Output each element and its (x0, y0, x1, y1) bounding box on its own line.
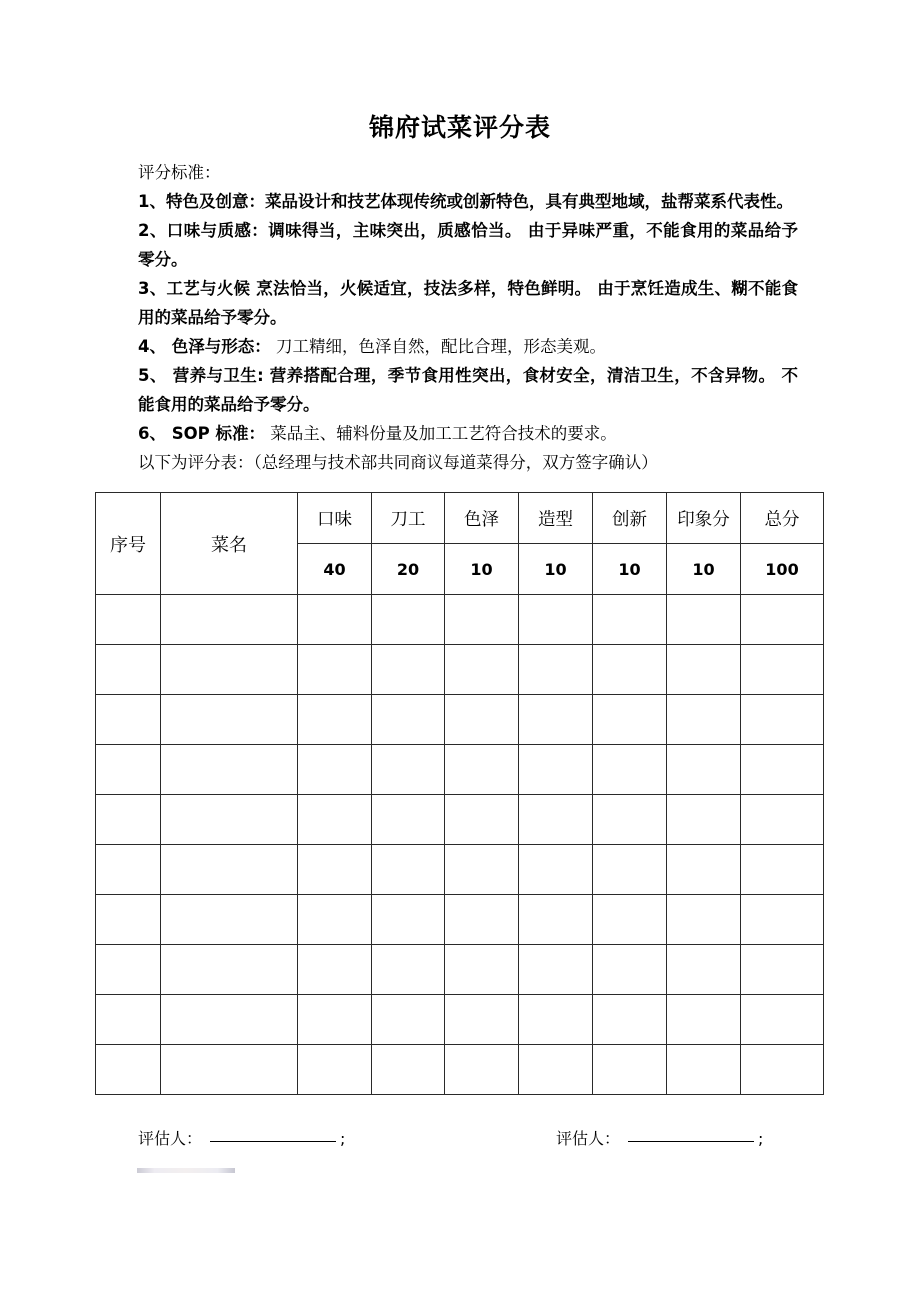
table-cell[interactable] (298, 945, 372, 995)
table-cell[interactable] (667, 895, 741, 945)
table-header (96, 493, 824, 595)
table-cell[interactable] (593, 995, 667, 1045)
criteria-heading: 评分标准： (138, 163, 221, 182)
table-cell[interactable] (741, 745, 824, 795)
criterion-6-body: 菜品主、辅料份量及加工工艺符合技术的要求。 (264, 424, 617, 443)
points-taste: 40 (298, 544, 372, 595)
criterion-5 (138, 361, 798, 419)
table-cell[interactable] (593, 895, 667, 945)
table-cell[interactable] (667, 645, 741, 695)
table-cell[interactable] (445, 895, 519, 945)
criterion-6 (138, 419, 798, 448)
column-header-sequence: 序号 (96, 493, 161, 595)
table-row (96, 745, 824, 795)
table-cell[interactable] (667, 1045, 741, 1095)
column-header-dish-name: 菜名 (161, 493, 298, 595)
table-cell[interactable] (593, 795, 667, 845)
points-color: 10 (445, 544, 519, 595)
column-header-color: 色泽 (445, 493, 519, 544)
table-cell[interactable] (593, 595, 667, 645)
table-row (96, 645, 824, 695)
table-cell[interactable] (445, 745, 519, 795)
table-cell[interactable] (741, 695, 824, 745)
page-title: 锦府试菜评分表 (368, 113, 551, 142)
table-cell[interactable] (519, 895, 593, 945)
table-cell[interactable] (298, 845, 372, 895)
table-cell[interactable] (519, 995, 593, 1045)
criterion-4-body: 刀工精细，色泽自然，配比合理，形态美观。 (270, 337, 606, 356)
table-cell[interactable] (372, 1045, 445, 1095)
table-cell[interactable] (741, 995, 824, 1045)
table-cell[interactable] (445, 695, 519, 745)
table-cell[interactable] (372, 995, 445, 1045)
table-cell[interactable] (593, 845, 667, 895)
table-cell[interactable] (372, 695, 445, 745)
table-cell[interactable] (593, 945, 667, 995)
table-cell[interactable] (667, 745, 741, 795)
table-cell[interactable] (161, 1045, 298, 1095)
table-cell[interactable] (96, 745, 161, 795)
table-row (96, 595, 824, 645)
table-cell[interactable] (667, 945, 741, 995)
scan-artifact (137, 1168, 235, 1173)
table-cell[interactable] (161, 895, 298, 945)
table-cell[interactable] (372, 895, 445, 945)
table-cell[interactable] (161, 645, 298, 695)
scoring-table (95, 492, 824, 1095)
table-cell[interactable] (161, 745, 298, 795)
table-cell[interactable] (519, 645, 593, 695)
table-cell[interactable] (372, 845, 445, 895)
table-cell[interactable] (96, 845, 161, 895)
table-cell[interactable] (96, 795, 161, 845)
table-header-row-categories (96, 493, 824, 544)
points-innovation: 10 (593, 544, 667, 595)
table-cell[interactable] (741, 845, 824, 895)
table-cell[interactable] (96, 895, 161, 945)
table-cell[interactable] (741, 645, 824, 695)
evaluator-left-rule[interactable] (210, 1141, 336, 1142)
table-cell[interactable] (445, 945, 519, 995)
table-cell[interactable] (161, 945, 298, 995)
points-impression: 10 (667, 544, 741, 595)
table-cell[interactable] (445, 595, 519, 645)
column-header-impression: 印象分 (667, 493, 741, 544)
points-total: 100 (741, 544, 824, 595)
table-cell[interactable] (667, 695, 741, 745)
table-row (96, 845, 824, 895)
column-header-knifework: 刀工 (372, 493, 445, 544)
table-cell[interactable] (445, 645, 519, 695)
table-cell[interactable] (161, 995, 298, 1045)
table-cell[interactable] (593, 1045, 667, 1095)
criteria-block (138, 158, 798, 477)
table-cell[interactable] (161, 595, 298, 645)
evaluator-right-label: 评估人： (556, 1129, 621, 1148)
table-row (96, 995, 824, 1045)
evaluator-left (138, 1126, 345, 1149)
table-cell[interactable] (519, 945, 593, 995)
table-cell[interactable] (741, 945, 824, 995)
table-cell[interactable] (667, 795, 741, 845)
table-cell[interactable] (372, 945, 445, 995)
criterion-4 (138, 332, 798, 361)
criterion-1 (138, 187, 798, 216)
table-cell[interactable] (96, 595, 161, 645)
evaluator-right-semicolon: ; (758, 1129, 764, 1148)
table-row (96, 1045, 824, 1095)
criterion-3 (138, 274, 798, 332)
column-header-innovation: 创新 (593, 493, 667, 544)
criterion-1-label: 1、特色及创意： (138, 192, 265, 211)
criterion-2-label: 2、口味与质感： (138, 221, 269, 240)
criterion-1-body: 菜品设计和技艺体现传统或创新特色，具有典型地域，盐帮菜系代表性。 (264, 192, 793, 211)
table-cell[interactable] (372, 745, 445, 795)
table-cell[interactable] (593, 645, 667, 695)
criterion-3-label: 3、工艺与火候 (138, 279, 251, 298)
points-knifework: 20 (372, 544, 445, 595)
table-cell[interactable] (593, 695, 667, 745)
table-cell[interactable] (96, 995, 161, 1045)
table-cell[interactable] (667, 995, 741, 1045)
table-intro-line: 以下为评分表：（总经理与技术部共同商议每道菜得分，双方签字确认） (138, 453, 658, 472)
table-cell[interactable] (96, 945, 161, 995)
table-cell[interactable] (372, 795, 445, 845)
table-cell[interactable] (519, 745, 593, 795)
table-cell[interactable] (519, 695, 593, 745)
table-cell[interactable] (445, 795, 519, 845)
table-cell[interactable] (741, 595, 824, 645)
table-cell[interactable] (741, 895, 824, 945)
table-cell[interactable] (372, 595, 445, 645)
evaluator-right (556, 1126, 763, 1149)
criterion-4-label: 4、 色泽与形态： (138, 337, 271, 356)
table-body (96, 595, 824, 1095)
table-cell[interactable] (519, 1045, 593, 1095)
table-cell[interactable] (96, 1045, 161, 1095)
table-cell[interactable] (161, 845, 298, 895)
table-row (96, 795, 824, 845)
table-cell[interactable] (298, 895, 372, 945)
table-cell[interactable] (96, 695, 161, 745)
table-cell[interactable] (298, 795, 372, 845)
table-cell[interactable] (298, 595, 372, 645)
evaluator-right-rule[interactable] (628, 1141, 754, 1142)
table-row (96, 895, 824, 945)
table-cell[interactable] (161, 795, 298, 845)
evaluator-left-label: 评估人： (138, 1129, 203, 1148)
column-header-taste: 口味 (298, 493, 372, 544)
criterion-2 (138, 216, 798, 274)
table-cell[interactable] (519, 845, 593, 895)
table-cell[interactable] (667, 595, 741, 645)
criterion-5-body: : 营养搭配合理，季节食用性突出，食材安全，清洁卫生，不含异物。 不能食用的菜品给予零分。 (138, 366, 798, 414)
table-cell[interactable] (298, 645, 372, 695)
table-cell[interactable] (445, 1045, 519, 1095)
table-cell[interactable] (298, 995, 372, 1045)
table-cell[interactable] (298, 745, 372, 795)
table-row (96, 695, 824, 745)
column-header-total: 总分 (741, 493, 824, 544)
table-cell[interactable] (298, 1045, 372, 1095)
column-header-presentation: 造型 (519, 493, 593, 544)
table-cell[interactable] (445, 845, 519, 895)
table-cell[interactable] (96, 645, 161, 695)
table-cell[interactable] (298, 695, 372, 745)
evaluator-left-semicolon: ; (340, 1129, 346, 1148)
table-row (96, 945, 824, 995)
criterion-3-body: 烹法恰当，火候适宜，技法多样，特色鲜明。 由于烹饪造成生、糊不能食用的菜品给予零分。 (138, 279, 798, 327)
table-cell[interactable] (519, 595, 593, 645)
table-cell[interactable] (741, 1045, 824, 1095)
table-cell[interactable] (741, 795, 824, 845)
criterion-2-body: 调味得当，主味突出，质感恰当。 由于异味严重，不能食用的菜品给予零分。 (138, 221, 798, 269)
table-cell[interactable] (445, 995, 519, 1045)
table-cell[interactable] (372, 645, 445, 695)
table-cell[interactable] (593, 745, 667, 795)
table-cell[interactable] (519, 795, 593, 845)
signature-row (0, 1126, 920, 1156)
table-cell[interactable] (161, 695, 298, 745)
table-cell[interactable] (667, 845, 741, 895)
points-presentation: 10 (519, 544, 593, 595)
criterion-6-label: 6、 SOP 标准： (138, 424, 265, 443)
criterion-5-label: 5、 营养与卫生 (138, 366, 258, 385)
